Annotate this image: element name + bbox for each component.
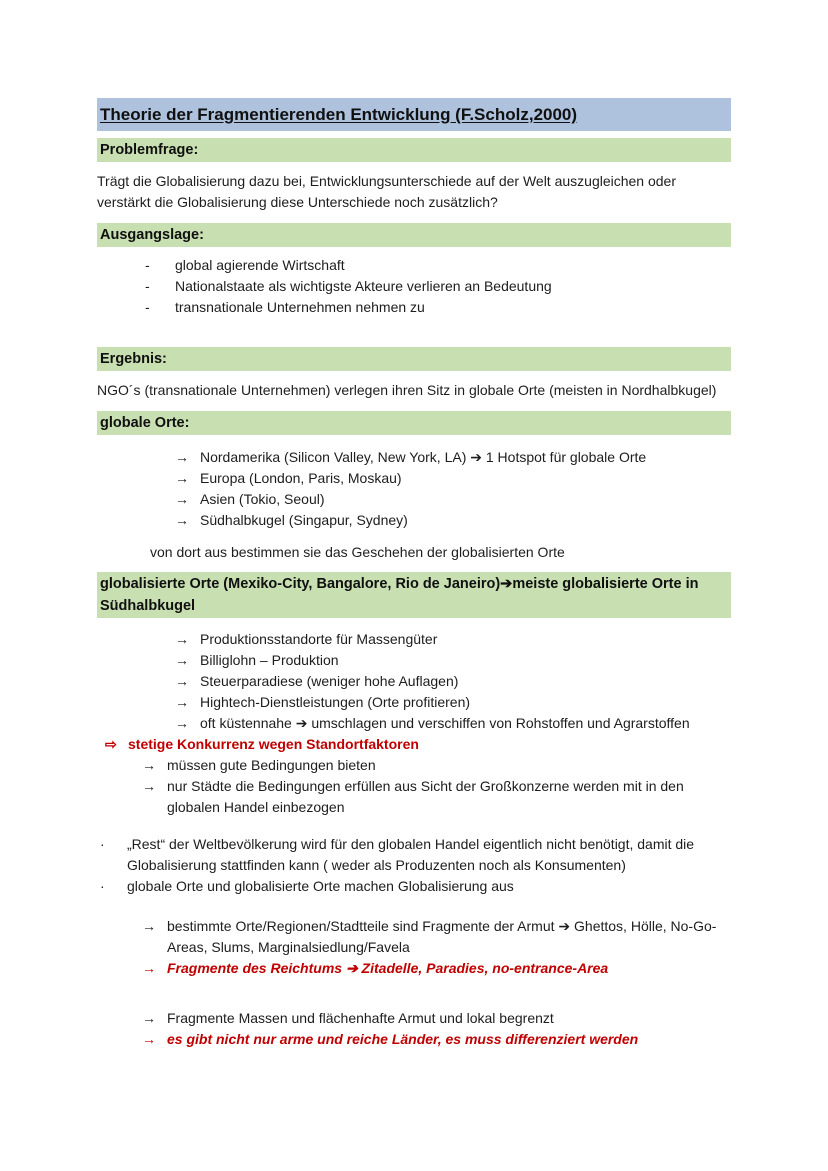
list-item (142, 776, 731, 818)
list-item (175, 447, 731, 468)
list-item-text: Steuerparadiese (weniger hohe Auflagen) (200, 673, 459, 689)
red-arrow-icon: ⇨ (105, 736, 117, 752)
list-item (145, 276, 731, 297)
dash-bullet: - (145, 299, 150, 315)
arrow-bullet: → (142, 918, 156, 934)
list-item-text: Südhalbkugel (Singapur, Sydney) (200, 512, 408, 528)
section-heading-globalisierte-orte: globalisierte Orte (Mexiko-City, Bangalore, Rio de Janeiro)➔meiste globalisierte Orte in Südhalbkugel (97, 572, 731, 618)
document-title: Theorie der Fragmentierenden Entwicklung (F.Scholz,2000) (100, 104, 578, 124)
list-item (142, 916, 731, 958)
konkurrenz-list (142, 755, 731, 818)
list-item-text: Billiglohn – Produktion (200, 652, 339, 668)
fragmente-group-1 (142, 916, 731, 979)
dash-bullet: - (145, 257, 150, 273)
fragmente-fazit-text: es gibt nicht nur arme und reiche Länder, es muss differenziert werden (167, 1031, 639, 1047)
list-item-text: Europa (London, Paris, Moskau) (200, 470, 402, 486)
konkurrenz-text: stetige Konkurrenz wegen Standortfaktoren (128, 736, 419, 752)
list-item (145, 255, 731, 276)
problemfrage-text: Trägt die Globalisierung dazu bei, Entwicklungsunterschiede auf der Welt auszugleichen oder verstärkt die Globalisierung diese Unterschiede noch zusätzlich? (97, 173, 677, 210)
fragmente-reichtum-text: Fragmente des Reichtums ➔ Zitadelle, Paradies, no-entrance-Area (167, 960, 609, 976)
fragmente-armut-text: bestimmte Orte/Regionen/Stadtteile sind Fragmente der Armut ➔ Ghettos, Hölle, No-Go-Areas, Slums, Marginalsiedlung/Favela (167, 918, 717, 955)
list-item (175, 692, 731, 713)
fragmente-massen-text: Fragmente Massen und flächenhafte Armut und lokal begrenzt (167, 1010, 554, 1026)
arrow-bullet: → (175, 491, 189, 507)
arrow-bullet: → (142, 1031, 156, 1047)
globale-orte-note: von dort aus bestimmen sie das Geschehen der globalisierten Orte (150, 544, 565, 560)
list-item-text: oft küstennahe ➔ umschlagen und verschiffen von Rohstoffen und Agrarstoffen (200, 715, 690, 731)
list-item-text: Nordamerika (Silicon Valley, New York, LA) ➔ 1 Hotspot für globale Orte (200, 449, 647, 465)
list-item (175, 713, 731, 734)
list-item (175, 489, 731, 510)
arrow-bullet: → (175, 673, 189, 689)
arrow-bullet: → (142, 960, 156, 976)
list-item (175, 629, 731, 650)
list-item-text: „Rest“ der Weltbevölkerung wird für den globalen Handel eigentlich nicht benötigt, damit die Globalisierung stattfinden kann ( weder als Produzenten noch als Konsumenten) (127, 836, 695, 873)
konkurrenz-line (105, 734, 731, 755)
arrow-bullet: → (175, 652, 189, 668)
list-item-text: globale Orte und globalisierte Orte machen Globalisierung aus (127, 878, 514, 894)
ausgangslage-list (145, 255, 731, 318)
arrow-bullet: → (175, 512, 189, 528)
section-heading-problemfrage: Problemfrage: (97, 138, 731, 162)
list-item-text: Asien (Tokio, Seoul) (200, 491, 325, 507)
list-item (175, 468, 731, 489)
list-item (175, 671, 731, 692)
dot-bullet: · (100, 836, 105, 852)
list-item (142, 1029, 731, 1050)
list-item-text: Hightech-Dienstleistungen (Orte profitieren) (200, 694, 471, 710)
dot-bullet: · (100, 878, 105, 894)
section-heading-ergebnis: Ergebnis: (97, 347, 731, 371)
arrow-bullet: → (142, 778, 156, 794)
arrow-bullet: → (142, 757, 156, 773)
list-item (100, 876, 731, 897)
arrow-bullet: → (175, 631, 189, 647)
list-item-text: nur Städte die Bedingungen erfüllen aus Sicht der Großkonzerne werden mit in den globalen Handel einbezogen (167, 778, 684, 815)
globale-orte-list (175, 447, 731, 531)
fragmente-group-2 (142, 1008, 731, 1050)
arrow-bullet: → (175, 449, 189, 465)
arrow-bullet: → (175, 470, 189, 486)
document-title-bar (97, 98, 731, 131)
list-item-text: global agierende Wirtschaft (175, 257, 345, 273)
arrow-bullet: → (175, 715, 189, 731)
ergebnis-text: NGO´s (transnationale Unternehmen) verlegen ihren Sitz in globale Orte (meisten in Nordhalbkugel) (97, 382, 717, 398)
dash-bullet: - (145, 278, 150, 294)
document-content (97, 98, 731, 1050)
list-item-text: transnationale Unternehmen nehmen zu (175, 299, 425, 315)
list-item (145, 297, 731, 318)
list-item-text: Nationalstaate als wichtigste Akteure verlieren an Bedeutung (175, 278, 552, 294)
globalisierte-orte-list (175, 629, 731, 734)
list-item-text: müssen gute Bedingungen bieten (167, 757, 376, 773)
list-item (142, 755, 731, 776)
section-heading-ausgangslage: Ausgangslage: (97, 223, 731, 247)
arrow-bullet: → (142, 1010, 156, 1026)
list-item (100, 834, 731, 876)
list-item (175, 510, 731, 531)
arrow-bullet: → (175, 694, 189, 710)
anmerkungen-list (100, 834, 731, 897)
list-item (142, 958, 731, 979)
list-item-text: Produktionsstandorte für Massengüter (200, 631, 438, 647)
list-item (142, 1008, 731, 1029)
list-item (175, 650, 731, 671)
section-heading-globale-orte: globale Orte: (97, 411, 731, 435)
